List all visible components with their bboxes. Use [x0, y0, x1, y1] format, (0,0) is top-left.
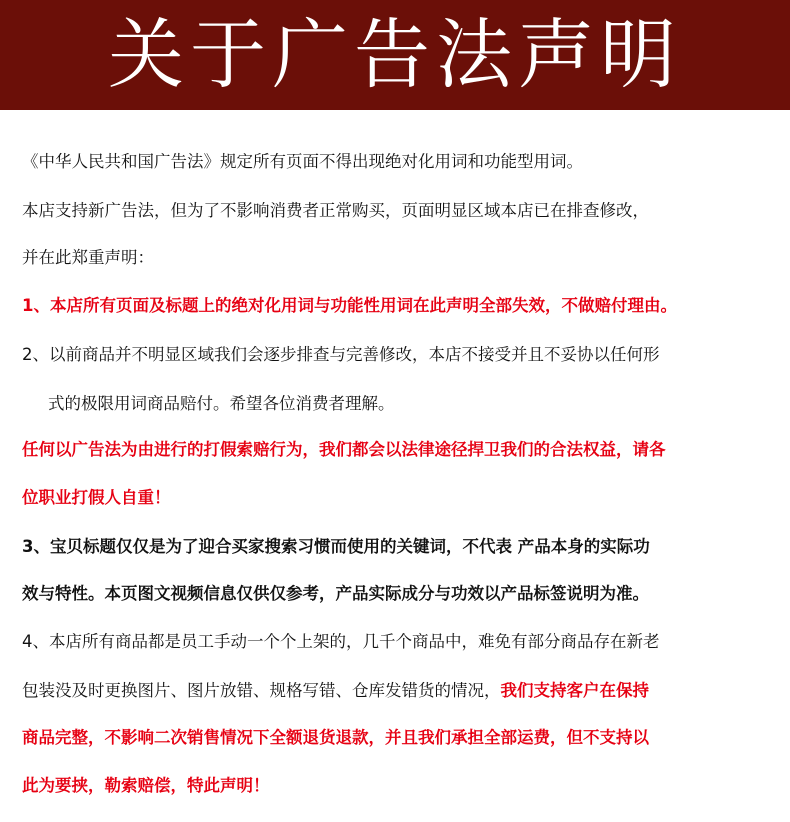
statement-item-4-line-1: 4、本店所有商品都是员工手动一个个上架的，几千个商品中，难免有部分商品存在新老 — [22, 632, 660, 651]
statement-item-3-line-2: 效与特性。本页图文视频信息仅供仅参考，产品实际成分与功效以产品标签说明为准。 — [22, 584, 649, 603]
statement-item-2-line-2: 式的极限用词商品赔付。希望各位消费者理解。 — [48, 394, 395, 413]
page-title: 关于广告法声明 — [108, 10, 682, 99]
statement-item-4-line-3: 商品完整，不影响二次销售情况下全额退货退款，并且我们承担全部运费，但不支持以 — [22, 728, 649, 747]
statement-item-4-line-2 — [22, 679, 649, 703]
statement-item-4-red-text: 我们支持客户在保持 — [500, 681, 649, 700]
statement-line-declare: 并在此郑重声明： — [22, 248, 154, 267]
statement-item-1: 1、本店所有页面及标题上的绝对化用词与功能性用词在此声明全部失效，不做赔付理由。 — [22, 296, 677, 315]
statement-line-support: 本店支持新广告法，但为了不影响消费者正常购买，页面明显区域本店已在排查修改， — [22, 201, 649, 220]
header-banner — [0, 0, 790, 110]
statement-item-2-line-1: 2、以前商品并不明显区域我们会逐步排查与完善修改，本店不接受并且不妥协以任何形 — [22, 345, 660, 364]
statement-line-law: 《中华人民共和国广告法》规定所有页面不得出现绝对化用词和功能型用词。 — [22, 152, 583, 171]
warning-line-2: 位职业打假人自重！ — [22, 488, 171, 507]
warning-line-1: 任何以广告法为由进行的打假索赔行为，我们都会以法律途径捍卫我们的合法权益，请各 — [22, 440, 666, 459]
statement-item-4-line-4: 此为要挟，勒索赔偿，特此声明！ — [22, 776, 270, 795]
statement-item-4-plain-text: 包装没及时更换图片、图片放错、规格写错、仓库发错货的情况， — [22, 681, 501, 700]
statement-item-3-line-1: 3、宝贝标题仅仅是为了迎合买家搜索习惯而使用的关键词，不代表 产品本身的实际功 — [22, 537, 650, 556]
